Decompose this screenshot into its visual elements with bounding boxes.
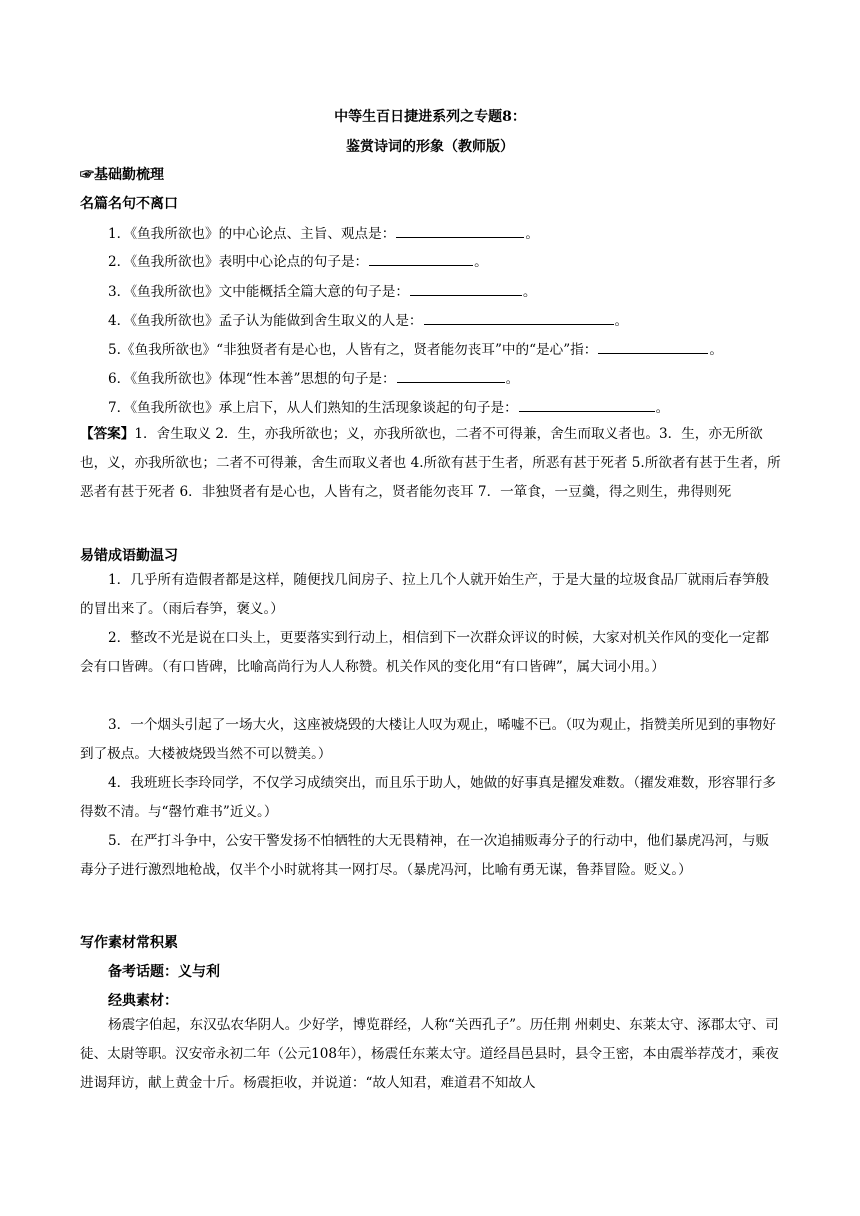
question-text: 5.《鱼我所欲也》“非独贤者有是心也，人皆有之，贤者能勿丧耳”中的“是心”指： (108, 342, 598, 358)
answer-blank (369, 251, 473, 266)
question-1 (108, 222, 788, 242)
idiom-item-2: 2．整改不光是说在口头上，更要落实到行动上，相信到下一次群众评议的时候，大家对机关作风的变化一定都会有口皆碑。（有口皆碑，比喻高尚行为人人称赞。机关作风的变化用“有口皆碑”，属大词小用。） (80, 630, 770, 675)
question-text: 7．《鱼我所欲也》承上启下，从人们熟知的生活现象谈起的句子是： (108, 400, 518, 416)
section-idioms-heading: 易错成语勤温习 (80, 548, 178, 564)
idiom-item-5: 5．在严打斗争中，公安干警发扬不怕牺牲的大无畏精神，在一次追捕贩毒分子的行动中，他们暴虎冯河，与贩毒分子进行激烈地枪战，仅半个小时就将其一网打尽。（暴虎冯河，比喻有勇无谋，鲁莽冒险。贬义。） (80, 833, 770, 878)
section-writing-heading: 写作素材常积累 (80, 935, 178, 951)
question-text: 4．《鱼我所欲也》孟子认为能做到舍生取义的人是： (108, 313, 423, 329)
question-text: 6．《鱼我所欲也》体现“性本善”思想的句子是： (108, 371, 396, 387)
story-paragraph: 杨震字伯起，东汉弘农华阴人。少好学，博览群经，人称“关西孔子”。历任荆 州刺史、东莱太守、涿郡太守、司徒、太尉等职。汉安帝永初二年（公元108年），杨震任东莱太守。道经昌邑县时，县令王密，本由震举荐茂才，乘夜进谒拜访，献上黄金十斤。杨震拒收，并说道：“故人知君，难道君不知故人 (80, 1017, 779, 1091)
idiom-item-3: 3．一个烟头引起了一场大火，这座被烧毁的大楼让人叹为观止，唏嘘不已。（叹为观止，指赞美所见到的事物好到了极点。大楼被烧毁当然不可以赞美。） (80, 717, 776, 762)
question-text: 1．《鱼我所欲也》的中心论点、主旨、观点是： (108, 226, 396, 242)
question-end: 。 (614, 313, 629, 329)
answer-blank (519, 397, 655, 412)
question-4 (108, 309, 788, 329)
question-end: 。 (709, 342, 723, 358)
answer-blank (396, 223, 524, 238)
answer-blank (397, 368, 505, 383)
idiom-item-4: 4．我班班长李玲同学，不仅学习成绩突出，而且乐于助人，她做的好事真是擢发难数。（擢发难数，形容罪行多得数不清。与“罄竹难书”近义。） (80, 775, 776, 820)
question-3 (108, 280, 788, 300)
question-text: 3．《鱼我所欲也》文中能概括全篇大意的句子是： (108, 284, 409, 300)
question-end: 。 (525, 226, 539, 242)
answer-blank (424, 310, 614, 325)
answer-text: 1．舍生取义 2．生，亦我所欲也；义，亦我所欲也，二者不可得兼，舍生而取义者也。3．生，亦无所欲也，义，亦我所欲也；二者不可得兼，舍生而取义者也 4.所欲有甚于生者，所恶有甚于死者 5.所欲者有甚于生者，所恶者有甚于死者 6．非独贤者有是心也，人皆有之，贤者能勿丧耳 7．一箪食，一豆羹，得之则生，弗得则死 (80, 426, 781, 500)
question-end: 。 (505, 371, 520, 387)
answer-label: 【答案】 (80, 426, 135, 442)
section-basic-heading: ☞基础勤梳理 (80, 167, 164, 183)
classic-heading: 经典素材： (108, 993, 178, 1009)
question-end: 。 (474, 254, 488, 270)
answer-blank (598, 339, 708, 354)
page-subtitle: 鉴赏诗词的形象（教师版） (346, 139, 514, 155)
answer-block (80, 420, 782, 507)
topic-heading: 备考话题：义与利 (108, 964, 220, 980)
page-title: 中等生百日捷进系列之专题8： (334, 109, 526, 125)
question-5 (108, 338, 788, 358)
question-6 (108, 367, 788, 387)
section-famous-heading: 名篇名句不离口 (80, 196, 178, 212)
answer-blank (410, 281, 522, 296)
question-2 (108, 250, 788, 270)
question-text: 2．《鱼我所欲也》表明中心论点的句子是： (108, 254, 369, 270)
question-end: 。 (655, 400, 670, 416)
question-end: 。 (522, 284, 537, 300)
question-7 (108, 396, 788, 416)
idiom-item-1: 1．几乎所有造假者都是这样，随便找几间房子、拉上几个人就开始生产，于是大量的垃圾食品厂就雨后春笋般的冒出来了。（雨后春笋，褒义。） (80, 572, 770, 617)
